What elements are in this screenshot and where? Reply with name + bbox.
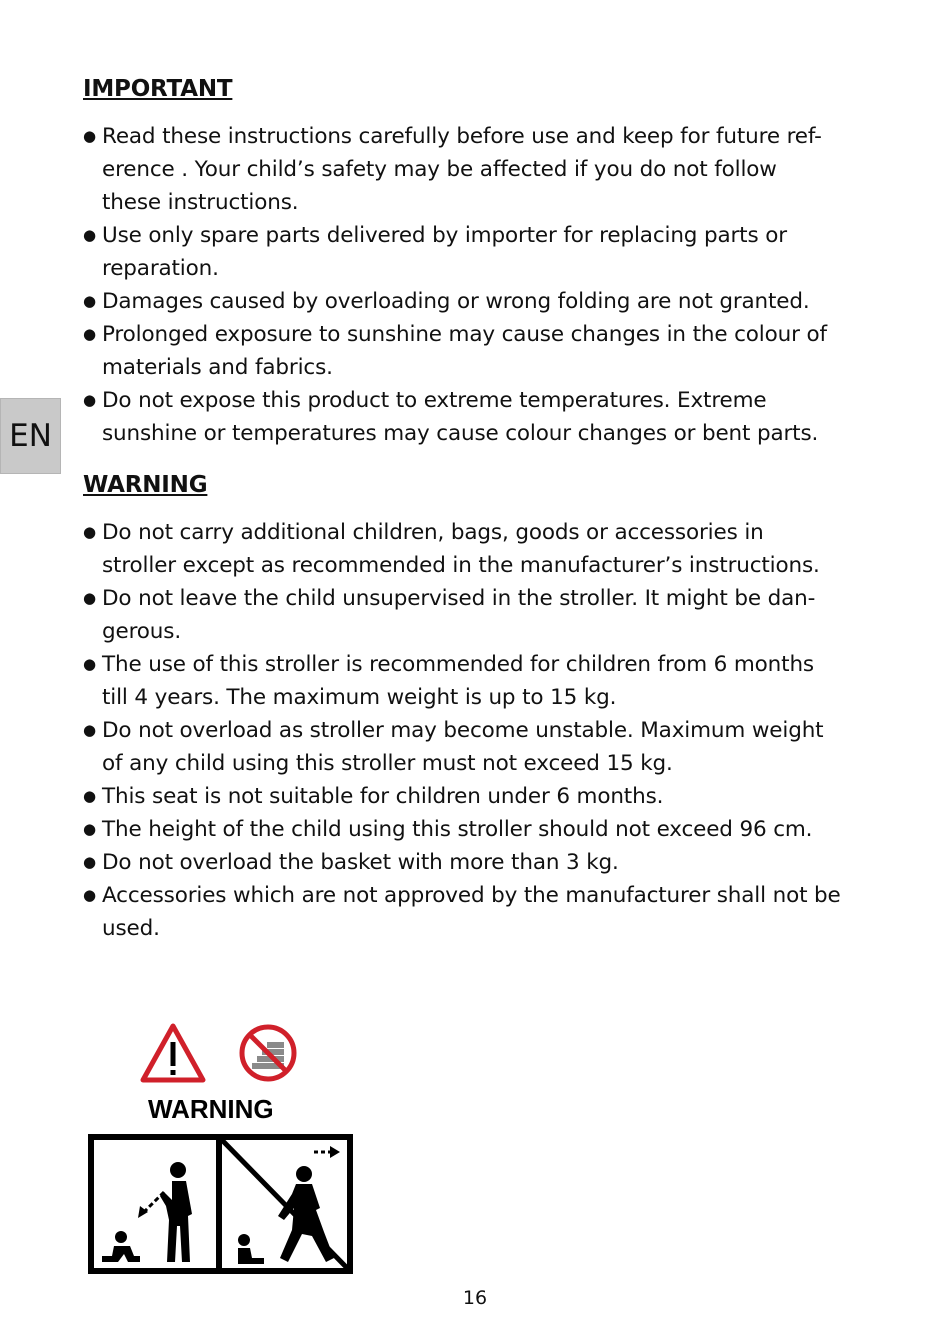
list-item [83,516,883,582]
list-item-text: Accessories which are not approved by the manufacturer shall not be used. [102,883,841,941]
list-item-text: Do not overload the basket with more than 3 kg. [102,850,619,875]
list-item [83,384,883,450]
list-item-text: The use of this stroller is recommended for children from 6 months till 4 years. The maximum weight is up to 15 kg. [102,652,814,710]
list-item [83,879,883,945]
list-item-text: This seat is not suitable for children under 6 months. [102,784,664,809]
warning-pictogram [88,1020,353,1275]
bullet-icon: ● [83,820,96,838]
bullet-icon: ● [83,589,96,607]
bullet-icon: ● [83,391,96,409]
list-item-text: Read these instructions carefully before use and keep for future ref- erence . Your child’s safety may be affected if you do not follow these instructions. [102,124,822,215]
bullet-icon: ● [83,127,96,145]
list-item [83,846,883,879]
list-item [83,120,883,219]
list-item [83,318,883,384]
language-tab: EN [0,398,61,474]
list-item-text: Prolonged exposure to sunshine may cause changes in the colour of materials and fabrics. [102,322,827,380]
bullet-icon: ● [83,853,96,871]
list-item [83,648,883,714]
list-item [83,219,883,285]
child-supervision-pictogram [88,1134,353,1274]
list-item-text: Use only spare parts delivered by importer for replacing parts or reparation. [102,223,787,281]
page-number: 16 [462,1287,488,1309]
warning-triangle-icon [140,1022,206,1084]
bullet-icon: ● [83,787,96,805]
pictogram-warning-label: WARNING [148,1094,274,1124]
list-item [83,780,883,813]
bullet-icon: ● [83,292,96,310]
list-item-text: Do not overload as stroller may become unstable. Maximum weight of any child using this stroller must not exceed 15 kg. [102,718,824,776]
bullet-icon: ● [83,655,96,673]
warning-list [83,516,883,945]
list-item-text: Damages caused by overloading or wrong folding are not granted. [102,289,810,314]
list-item-text: Do not leave the child unsupervised in the stroller. It might be dan- gerous. [102,586,816,644]
list-item-text: Do not expose this product to extreme temperatures. Extreme sunshine or temperatures may cause colour changes or bent parts. [102,388,819,446]
list-item [83,813,883,846]
important-heading: IMPORTANT [83,76,233,102]
bullet-icon: ● [83,523,96,541]
list-item [83,714,883,780]
bullet-icon: ● [83,226,96,244]
no-stairs-icon [238,1023,298,1083]
important-list [83,120,883,450]
list-item [83,285,883,318]
list-item-text: The height of the child using this stroller should not exceed 96 cm. [102,817,813,842]
bullet-icon: ● [83,886,96,904]
bullet-icon: ● [83,325,96,343]
list-item-text: Do not carry additional children, bags, goods or accessories in stroller except as recommended in the manufacturer’s instructions. [102,520,820,578]
list-item [83,582,883,648]
bullet-icon: ● [83,721,96,739]
warning-heading: WARNING [83,472,208,498]
instructions-content [83,72,883,945]
